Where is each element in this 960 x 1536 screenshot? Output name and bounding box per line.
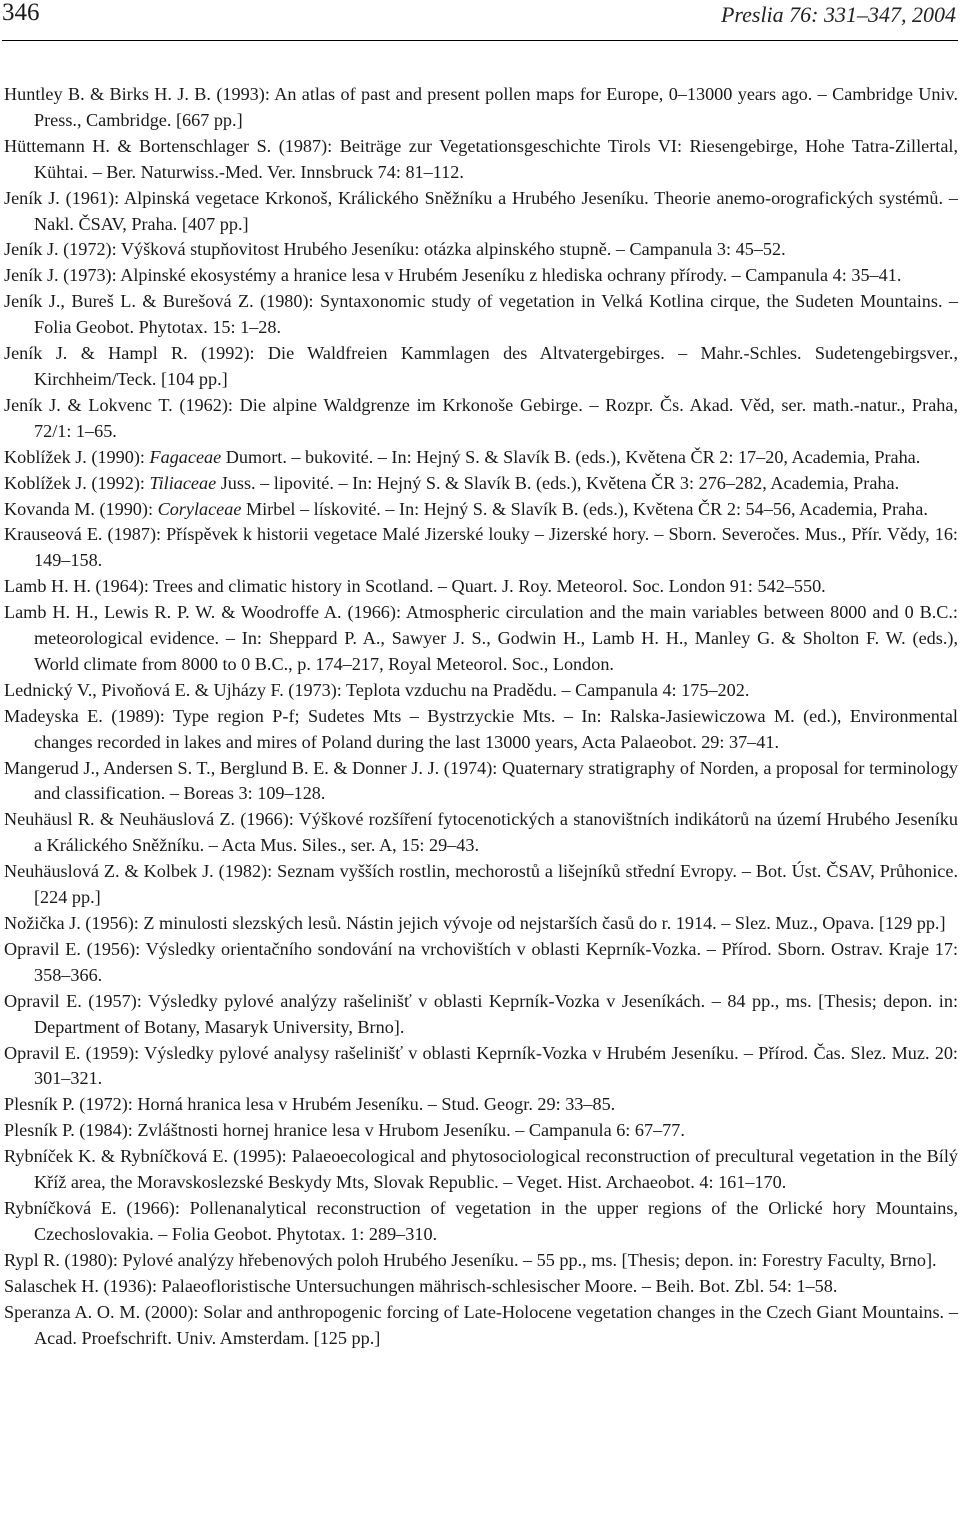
reference-entry xyxy=(4,134,958,186)
reference-text: Huntley B. & Birks H. J. B. (1993): An atlas of past and present pollen maps for Europe, 0–13000 years ago. – Cambridge Univ. Press., Cambridge. [667 pp.] xyxy=(4,84,958,130)
reference-text: Dumort. – bukovité. – In: Hejný S. & Slavík B. (eds.), Květena ČR 2: 17–20, Academia, Praha. xyxy=(221,446,921,467)
reference-taxon-name: Tiliaceae xyxy=(149,472,217,493)
reference-entry xyxy=(4,445,958,471)
reference-taxon-name: Fagaceae xyxy=(149,446,222,467)
page-header xyxy=(2,0,958,41)
reference-text: Kovanda M. (1990): xyxy=(4,498,158,519)
reference-text: Mirbel – lískovité. – In: Hejný S. & Slavík B. (eds.), Květena ČR 2: 54–56, Academia, Praha. xyxy=(241,498,928,519)
reference-text: Jeník J. (1973): Alpinské ekosystémy a hranice lesa v Hrubém Jeseníku z hlediska ochrany přírody. – Campanula 4: 35–41. xyxy=(4,265,902,286)
reference-entry xyxy=(4,911,958,937)
reference-text: Mangerud J., Andersen S. T., Berglund B. E. & Donner J. J. (1974): Quaternary stratigraphy of Norden, a proposal for terminology and classification. – Boreas 3: 109–128. xyxy=(4,757,958,804)
reference-entry xyxy=(4,704,958,756)
reference-text: Madeyska E. (1989): Type region P-f; Sudetes Mts – Bystrzyckie Mts. – In: Ralska-Jasiewiczowa M. (ed.), Environmental changes recorded in lakes and mires of Poland during the last 13000 years, Acta Palaeobot. 29: 37–41. xyxy=(4,705,958,752)
reference-entry xyxy=(4,989,958,1041)
reference-text: Koblížek J. (1990): xyxy=(4,446,150,467)
reference-entry xyxy=(4,1118,958,1144)
reference-text: Rybníček K. & Rybníčková E. (1995): Palaeoecological and phytosociological reconstruction of precultural vegetation in the Bílý Kříž area, the Moravskoslezské Beskydy Mts, Slovak Republic. – Veget. Hist. Archaeobot. 4: 161–170. xyxy=(4,1146,958,1193)
reference-entry xyxy=(4,471,958,497)
reference-entry xyxy=(4,497,958,523)
running-head: Preslia 76: 331–347, 2004 xyxy=(720,2,956,27)
reference-text: Lednický V., Pivoňová E. & Ujházy F. (1973): Teplota vzduchu na Pradědu. – Campanula 4: 175–202. xyxy=(4,679,750,700)
reference-entry xyxy=(4,600,958,678)
reference-list xyxy=(4,82,958,1351)
reference-text: Salaschek H. (1936): Palaeofloristische Untersuchungen mährisch-schlesischer Moore. – Beih. Bot. Zbl. 54: 1–58. xyxy=(4,1275,838,1296)
reference-text: Jeník J. & Hampl R. (1992): Die Waldfreien Kammlagen des Altvatergebirges. – Mahr.-Schles. Sudetengebirgsver., Kirchheim/Teck. [104 pp.] xyxy=(4,343,958,389)
reference-entry xyxy=(4,859,958,911)
reference-entry xyxy=(4,289,958,341)
reference-entry xyxy=(4,756,958,808)
reference-entry xyxy=(4,82,958,134)
reference-text: Nožička J. (1956): Z minulosti slezských lesů. Nástin jejich vývoje od nejstarších časů do r. 1914. – Slez. Muz., Opava. [129 pp.] xyxy=(4,913,946,933)
reference-entry xyxy=(4,263,958,289)
reference-entry xyxy=(4,341,958,393)
reference-text: Opravil E. (1957): Výsledky pylové analýzy rašelinišť v oblasti Keprník-Vozka v Jeseníkách. – 84 pp., ms. [Thesis; depon. in: Department of Botany, Masaryk University, Brno]. xyxy=(4,990,958,1037)
reference-text: Jeník J. (1972): Výšková stupňovitost Hrubého Jeseníku: otázka alpinského stupně. – Campanula 3: 45–52. xyxy=(4,239,786,260)
reference-taxon-name: Corylaceae xyxy=(157,498,242,519)
reference-text: Rypl R. (1980): Pylové analýzy hřebenových poloh Hrubého Jeseníku. – 55 pp., ms. [Thesis; depon. in: Forestry Faculty, Brno]. xyxy=(4,1249,937,1270)
reference-entry xyxy=(4,1092,958,1118)
reference-text: Jeník J. & Lokvenc T. (1962): Die alpine Waldgrenze im Krkonoše Gebirge. – Rozpr. Čs. Akad. Věd, ser. math.-natur., Praha, 72/1: 1–65. xyxy=(4,394,958,441)
reference-entry xyxy=(4,1144,958,1196)
reference-entry xyxy=(4,1248,958,1274)
reference-entry xyxy=(4,1196,958,1248)
reference-text: Jeník J. (1961): Alpinská vegetace Krkonoš, Králického Sněžníku a Hrubého Jeseníku. Theorie anemo-orografických systémů. – Nakl. ČSAV, Praha. [407 pp.] xyxy=(4,187,958,234)
reference-text: Neuhäuslová Z. & Kolbek J. (1982): Seznam vyšších rostlin, mechorostů a lišejníků střední Evropy. – Bot. Úst. ČSAV, Průhonice. [224 pp.] xyxy=(4,861,958,908)
reference-entry xyxy=(4,522,958,574)
reference-entry xyxy=(4,937,958,989)
reference-entry xyxy=(4,678,958,704)
reference-text: Plesník P. (1984): Zvláštnosti hornej hranice lesa v Hrubom Jeseníku. – Campanula 6: 67–77. xyxy=(4,1120,685,1141)
reference-text: Lamb H. H., Lewis R. P. W. & Woodroffe A. (1966): Atmospheric circulation and the main variables between 8000 and 0 B.C.: meteorological evidence. – In: Sheppard P. A., Sawyer J. S., Godwin H., Lamb H. H., Manley G. & Sholton F. W. (eds.), World climate from 8000 to 0 B.C., p. 174–217, Royal Meteorol. Soc., London. xyxy=(4,602,958,674)
reference-text: Neuhäusl R. & Neuhäuslová Z. (1966): Výškové rozšíření fytocenotických a stanovištních indikátorů na území Hrubého Jeseníku a Králického Sněžníku. – Acta Mus. Siles., ser. A, 15: 29–43. xyxy=(4,809,958,856)
reference-entry xyxy=(4,237,958,263)
reference-text: Speranza A. O. M. (2000): Solar and anthropogenic forcing of Late-Holocene vegetation changes in the Czech Giant Mountains. – Acad. Proefschrift. Univ. Amsterdam. [125 pp.] xyxy=(4,1301,958,1348)
reference-text: Koblížek J. (1992): xyxy=(4,472,150,493)
reference-entry xyxy=(4,1274,958,1300)
reference-entry xyxy=(4,393,958,445)
reference-entry xyxy=(4,807,958,859)
reference-text: Opravil E. (1956): Výsledky orientačního sondování na vrchovištích v oblasti Keprník-Vozka. – Přírod. Sborn. Ostrav. Kraje 17: 358–366. xyxy=(4,938,958,985)
page-number: 346 xyxy=(2,0,40,26)
reference-text: Juss. – lipovité. – In: Hejný S. & Slavík B. (eds.), Květena ČR 3: 276–282, Academia, Praha. xyxy=(216,472,900,493)
reference-text: Plesník P. (1972): Horná hranica lesa v Hrubém Jeseníku. – Stud. Geogr. 29: 33–85. xyxy=(4,1094,616,1115)
reference-text: Lamb H. H. (1964): Trees and climatic history in Scotland. – Quart. J. Roy. Meteorol. Soc. London 91: 542–550. xyxy=(4,576,826,597)
reference-entry xyxy=(4,574,958,600)
reference-entry xyxy=(4,186,958,238)
reference-text: Jeník J., Bureš L. & Burešová Z. (1980): Syntaxonomic study of vegetation in Velká Kotlina cirque, the Sudeten Mountains. – Folia Geobot. Phytotax. 15: 1–28. xyxy=(4,291,958,338)
reference-text: Rybníčková E. (1966): Pollenanalytical reconstruction of vegetation in the upper regions of the Orlické hory Mountains, Czechoslovakia. – Folia Geobot. Phytotax. 1: 289–310. xyxy=(4,1197,958,1244)
reference-text: Opravil E. (1959): Výsledky pylové analysy rašelinišť v oblasti Keprník-Vozka v Hrubém Jeseníku. – Přírod. Čas. Slez. Muz. 20: 301–321. xyxy=(4,1042,958,1089)
reference-entry xyxy=(4,1300,958,1352)
reference-entry xyxy=(4,1041,958,1093)
reference-text: Hüttemann H. & Bortenschlager S. (1987): Beiträge zur Vegetationsgeschichte Tirols VI: Riesengebirge, Hohe Tatra-Zillertal, Kühtai. – Ber. Naturwiss.-Med. Ver. Innsbruck 74: 81–112. xyxy=(4,135,958,182)
reference-text: Krauseová E. (1987): Příspěvek k historii vegetace Malé Jizerské louky – Jizerské hory. – Sborn. Severočes. Mus., Přír. Vědy, 16: 149–158. xyxy=(4,524,958,571)
